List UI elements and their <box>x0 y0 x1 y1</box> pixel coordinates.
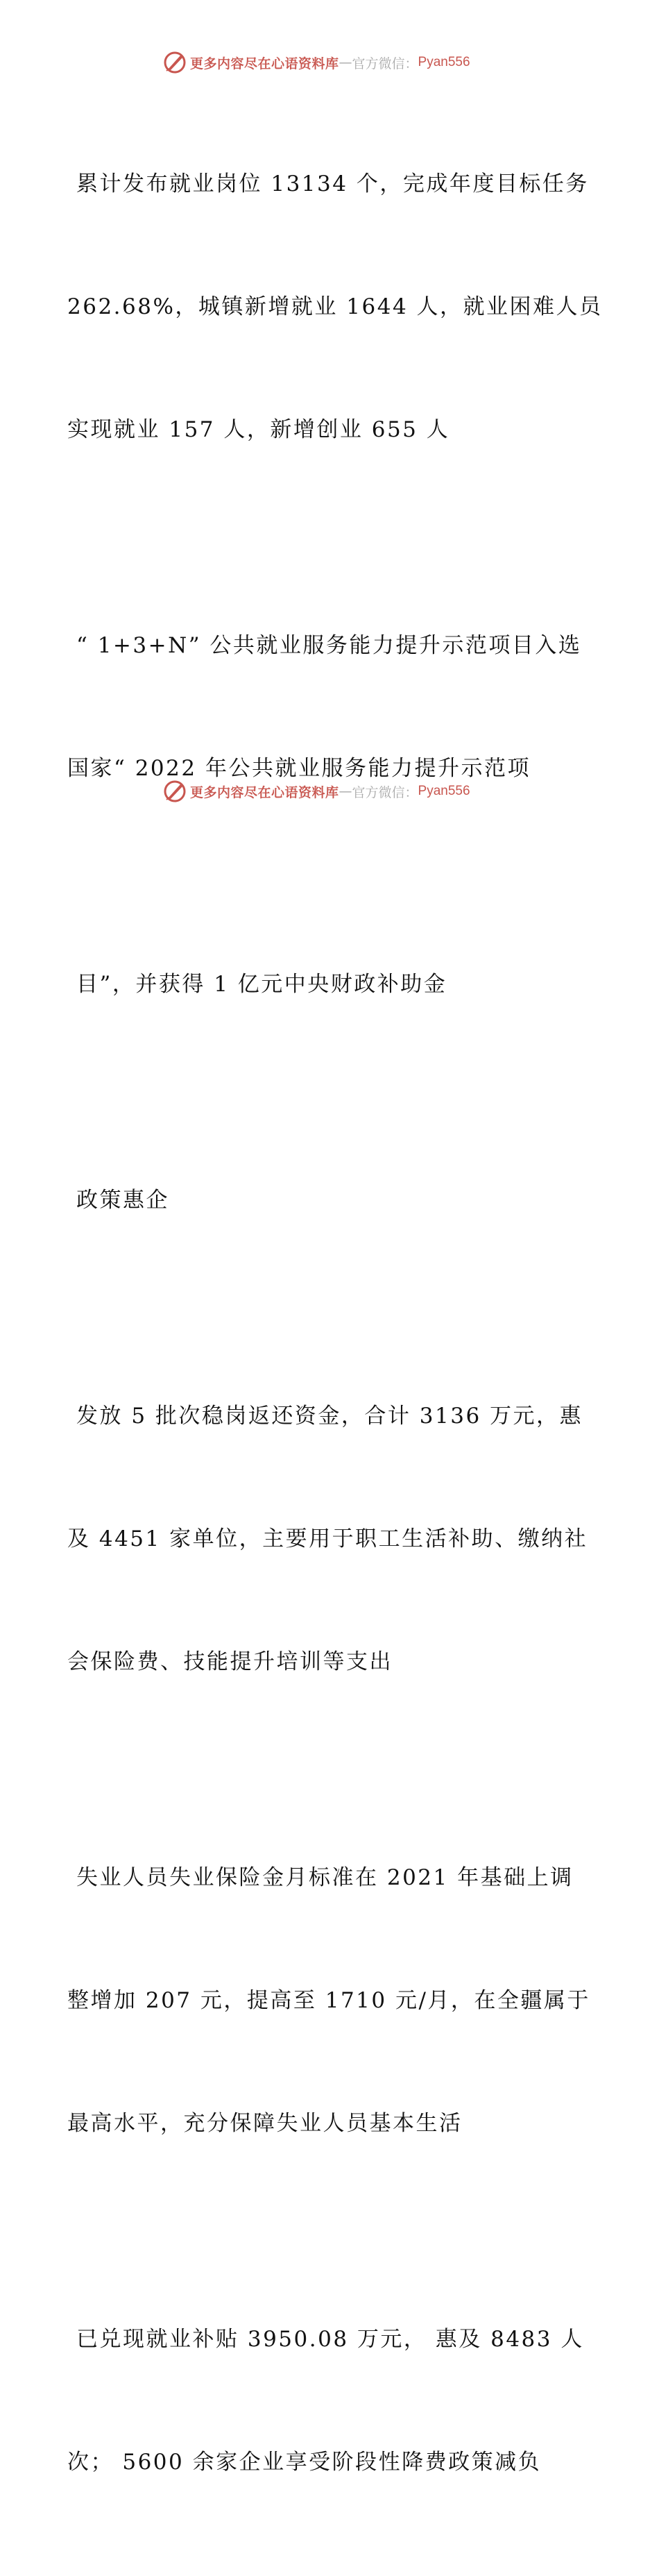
watermark-dash: — <box>339 784 352 799</box>
section-heading <box>67 1098 601 1303</box>
paragraph-demo-project <box>67 544 601 871</box>
text-line: 累计发布就业岗位 13134 个，完成年度目标任务 <box>76 171 589 196</box>
watermark-wechat-label: 官方微信： <box>352 56 418 71</box>
watermark-wechat-label: 官方微信： <box>352 784 418 800</box>
text-line: 最高水平，充分保障失业人员基本生活 <box>67 2111 463 2136</box>
section-heading-text: 政策惠企 <box>76 1188 169 1213</box>
paragraph-employment-stats <box>67 82 601 532</box>
document-body <box>67 82 601 2576</box>
text-line: 次； 5600 余家企业享受阶段性降费政策减负 <box>67 2450 542 2475</box>
text-line: 已兑现就业补贴 3950.08 万元， 惠及 8483 人 <box>76 2327 584 2352</box>
paragraph-job-stabilization <box>67 1314 601 1765</box>
quill-logo-icon <box>162 50 187 75</box>
text-line: 及 4451 家单位，主要用于职工生活补助、缴纳社 <box>67 1526 588 1551</box>
watermark-dash: — <box>339 55 352 70</box>
paragraph-subsidy <box>67 882 601 1087</box>
watermark-footer <box>162 777 470 805</box>
text-line: 国家“ 2022 年公共就业服务能力提升示范项 <box>67 756 531 781</box>
text-line: 发放 5 批次稳岗返还资金，合计 3136 万元，惠 <box>76 1404 583 1429</box>
watermark-wechat-id: Pyan556 <box>418 784 470 798</box>
text-line: 会保险费、技能提升培训等支出 <box>67 1649 393 1674</box>
watermark-header <box>162 49 470 76</box>
text-line: “ 1+3+N” 公共就业服务能力提升示范项目入选 <box>76 633 582 658</box>
text-line: 整增加 207 元，提高至 1710 元/月，在全疆属于 <box>67 1988 590 2013</box>
text-line: 262.68%，城镇新增就业 1644 人，就业困难人员 <box>67 294 603 319</box>
watermark-wechat-id: Pyan556 <box>418 55 470 69</box>
paragraph-unemployment-insurance <box>67 1776 601 2226</box>
text-line: 实现就业 157 人，新增创业 655 人 <box>67 417 450 442</box>
watermark-title: 更多内容尽在心语资料库 <box>190 56 339 71</box>
watermark-title: 更多内容尽在心语资料库 <box>190 784 339 800</box>
text-line: 目”，并获得 1 亿元中央财政补助金 <box>76 972 447 997</box>
paragraph-employment-subsidy <box>67 2237 601 2565</box>
quill-logo-icon <box>162 779 187 804</box>
text-line: 失业人员失业保险金月标准在 2021 年基础上调 <box>76 1865 574 1890</box>
